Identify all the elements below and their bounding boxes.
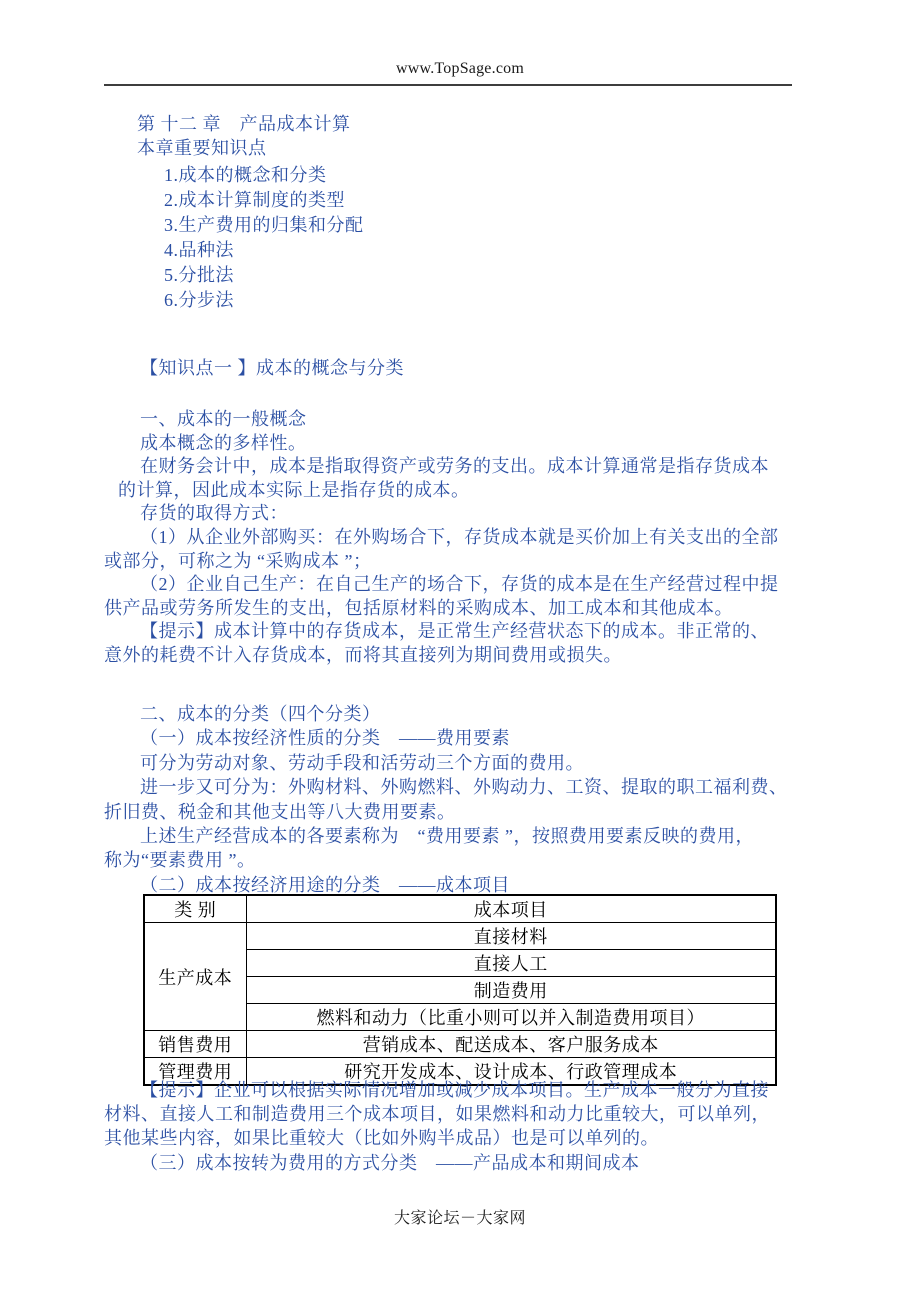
table-cell-selling-items: 营销成本、配送成本、客户服务成本 (246, 1031, 776, 1058)
document-body (104, 0, 820, 1302)
text-line: 上述生产经营成本的各要素称为 “费用要素 ”，按照费用要素反映的费用， (140, 825, 754, 846)
table-cell-admin-items: 研究开发成本、设计成本、行政管理成本 (246, 1058, 776, 1086)
table-header-cost-item: 成本项目 (246, 895, 776, 923)
outline-item-1: 1.成本的概念和分类 (164, 165, 327, 185)
footer-site-name: 大家论坛－大家网 (393, 1210, 526, 1227)
text-line: （2）企业自己生产：在自己生产的场合下，存货的成本是在生产经营过程中提 (140, 574, 779, 595)
text-line: 存货的取得方式： (140, 503, 288, 524)
text-line: 称为“要素费用 ”。 (104, 850, 256, 871)
text-line: 或部分，可称之为 “采购成本 ”； (104, 550, 372, 571)
text-line: （二）成本按经济用途的分类 ——成本项目 (140, 874, 510, 895)
text-line: 二、成本的分类（四个分类） (140, 704, 381, 724)
chapter-outline-list (104, 163, 820, 313)
text-line: 【提示】企业可以根据实际情况增加或减少成本项目。生产成本一般分为直接 (140, 1080, 769, 1100)
text-line: 意外的耗费不计入存货成本，而将其直接列为期间费用或损失。 (104, 644, 622, 665)
outline-item-6: 6.分步法 (164, 290, 234, 310)
outline-item-4: 4.品种法 (164, 240, 234, 260)
text-line: 【提示】成本计算中的存货成本，是正常生产经营状态下的成本。非正常的、 (140, 621, 769, 642)
section-heading-block (104, 356, 820, 380)
table-header-category: 类 别 (144, 895, 246, 923)
table-cell-production-cost: 生产成本 (144, 923, 246, 1031)
text-line: 材料、直接人工和制造费用三个成本项目，如果燃料和动力比重较大，可以单列， (104, 1104, 770, 1125)
table-cell-selling-expense: 销售费用 (144, 1031, 246, 1058)
table-cell-admin-expense: 管理费用 (144, 1058, 246, 1086)
text-line: 成本概念的多样性。 (140, 432, 307, 453)
header-site-url: www.TopSage.com (396, 60, 524, 77)
paragraph-cost-concept (104, 408, 820, 668)
text-line: （一）成本按经济性质的分类 ——费用要素 (140, 728, 510, 749)
text-line: （三）成本按转为费用的方式分类 ——产品成本和期间成本 (140, 1152, 640, 1173)
outline-item-5: 5.分批法 (164, 265, 234, 285)
text-line: 的计算，因此成本实际上是指存货的成本。 (118, 479, 470, 500)
table-cell-manufacturing-overhead: 制造费用 (246, 977, 776, 1004)
outline-item-2: 2.成本计算制度的类型 (164, 190, 345, 210)
text-line: （1）从企业外部购买：在外购场合下，存货成本就是买价加上有关支出的全部 (140, 526, 779, 547)
page-footer (0, 1205, 920, 1228)
paragraph-cost-classification (104, 702, 820, 897)
table-header-row (144, 895, 776, 923)
section-heading: 【知识点一 】成本的概念与分类 (140, 358, 404, 378)
table-row (144, 923, 776, 950)
text-line: 一、成本的一般概念 (140, 409, 307, 429)
table-cell-fuel-power: 燃料和动力（比重小则可以并入制造费用项目） (246, 1004, 776, 1031)
chapter-title: 第 十二 章 产品成本计算 (137, 114, 351, 134)
text-line: 折旧费、税金和其他支出等八大费用要素。 (104, 801, 456, 822)
table-cell-direct-material: 直接材料 (246, 923, 776, 950)
chapter-subtitle: 本章重要知识点 (137, 138, 267, 158)
text-line: 在财务会计中，成本是指取得资产或劳务的支出。成本计算通常是指存货成本 (140, 456, 769, 477)
text-line: 其他某些内容，如果比重较大（比如外购半成品）也是可以单列的。 (104, 1128, 659, 1149)
cost-items-table (143, 894, 777, 1086)
paragraph-note (104, 1078, 820, 1175)
text-line: 可分为劳动对象、劳动手段和活劳动三个方面的费用。 (140, 752, 584, 773)
outline-item-3: 3.生产费用的归集和分配 (164, 215, 364, 235)
table-row (144, 1031, 776, 1058)
table-cell-direct-labor: 直接人工 (246, 950, 776, 977)
chapter-title-block (104, 112, 820, 160)
text-line: 供产品或劳务所发生的支出，包括原材料的采购成本、加工成本和其他成本。 (104, 597, 733, 618)
text-line: 进一步又可分为：外购材料、外购燃料、外购动力、工资、提取的职工福利费、 (140, 777, 788, 798)
